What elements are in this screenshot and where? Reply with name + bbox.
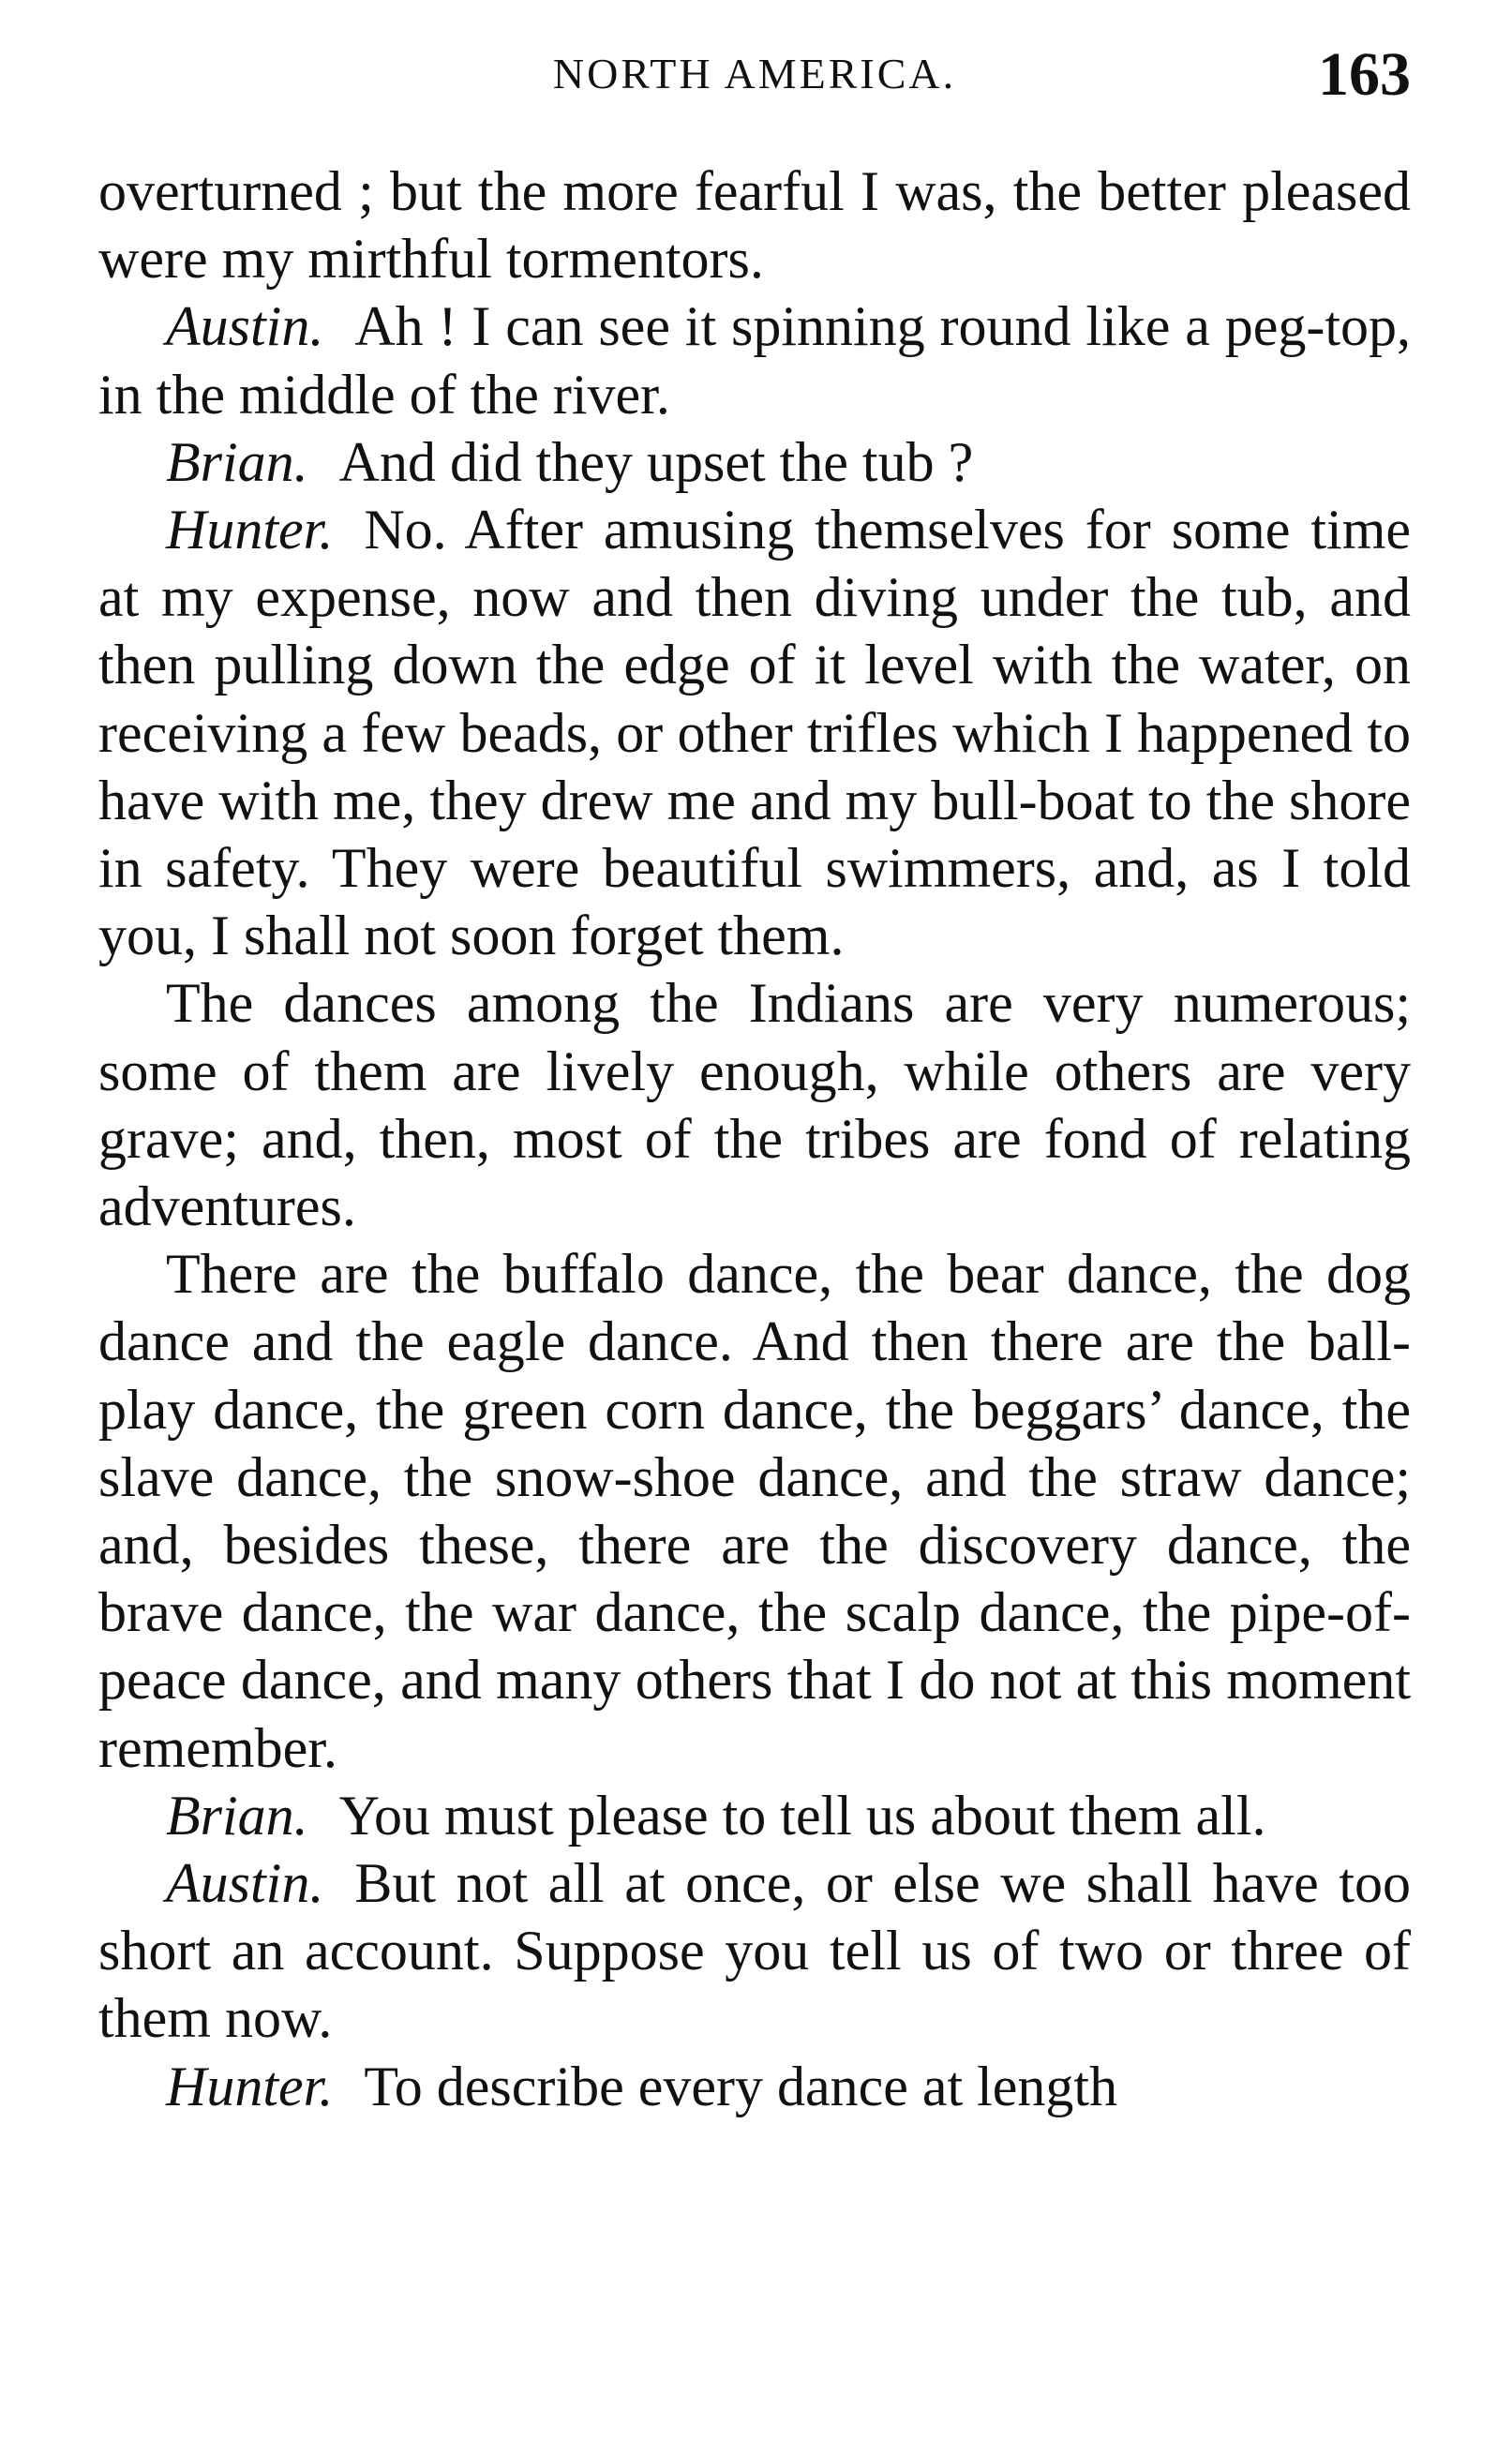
paragraph-continuation [98, 157, 1411, 292]
paragraph-dances-list [98, 1240, 1411, 1782]
dialogue-austin [98, 1849, 1411, 2053]
paragraph-text: overturned ; but the more fearful I was, the better pleased were my mirthful tormentors. [98, 160, 1411, 291]
body-text [98, 157, 1411, 2120]
speaker-name: Hunter. [166, 499, 334, 561]
dialogue-austin [98, 292, 1411, 427]
paragraph-text: And did they upset the tub ? [338, 430, 974, 493]
dialogue-brian [98, 1782, 1411, 1849]
paragraph-text: There are the buffalo dance, the bear dance, the dog dance and the eagle dance. And then there are the ball-play dance, the green corn dance, the beggars’ dance, the slave dance, the snow-shoe dance, and the straw dance; and, besides these, there are the discovery dance, the brave dance, the war dance, the scalp dance, the pipe-of-peace dance, and many others that I do not at this moment remember. [98, 1243, 1411, 1779]
page-number: 163 [1318, 40, 1411, 109]
speaker-name: Austin. [166, 1852, 324, 1915]
running-title: NORTH AMERICA. [552, 50, 957, 97]
dialogue-hunter [98, 496, 1411, 969]
paragraph-text: To describe every dance at length [364, 2055, 1118, 2117]
paragraph-text: No. After amusing themselves for some time at my expense, now and then diving under the tub, and then pulling down the edge of it level with the water, on receiving a few beads, or other trifles which I happened to have with me, they drew me and my bull-boat to the shore in safety. They were beautiful swimmers, and, as I told you, I shall not soon forget them. [98, 499, 1411, 967]
speaker-name: Brian. [166, 1784, 308, 1847]
paragraph-text: The dances among the Indians are very numerous; some of them are lively enough, while others are very grave; and, then, most of the tribes are fond of relating adventures. [98, 972, 1411, 1238]
speaker-name: Brian. [166, 430, 308, 493]
speaker-name: Austin. [166, 295, 324, 358]
dialogue-hunter [98, 2053, 1411, 2120]
speaker-name: Hunter. [166, 2055, 334, 2117]
paragraph-text: You must please to tell us about them all. [338, 1784, 1266, 1847]
paragraph-text: But not all at once, or else we shall have too short an account. Suppose you tell us of two or three of them now. [98, 1852, 1411, 2050]
paragraph-dances-intro [98, 969, 1411, 1240]
running-head [98, 39, 1411, 114]
paragraph-text: Ah ! I can see it spinning round like a peg-top, in the middle of the river. [98, 295, 1411, 426]
dialogue-brian [98, 428, 1411, 496]
